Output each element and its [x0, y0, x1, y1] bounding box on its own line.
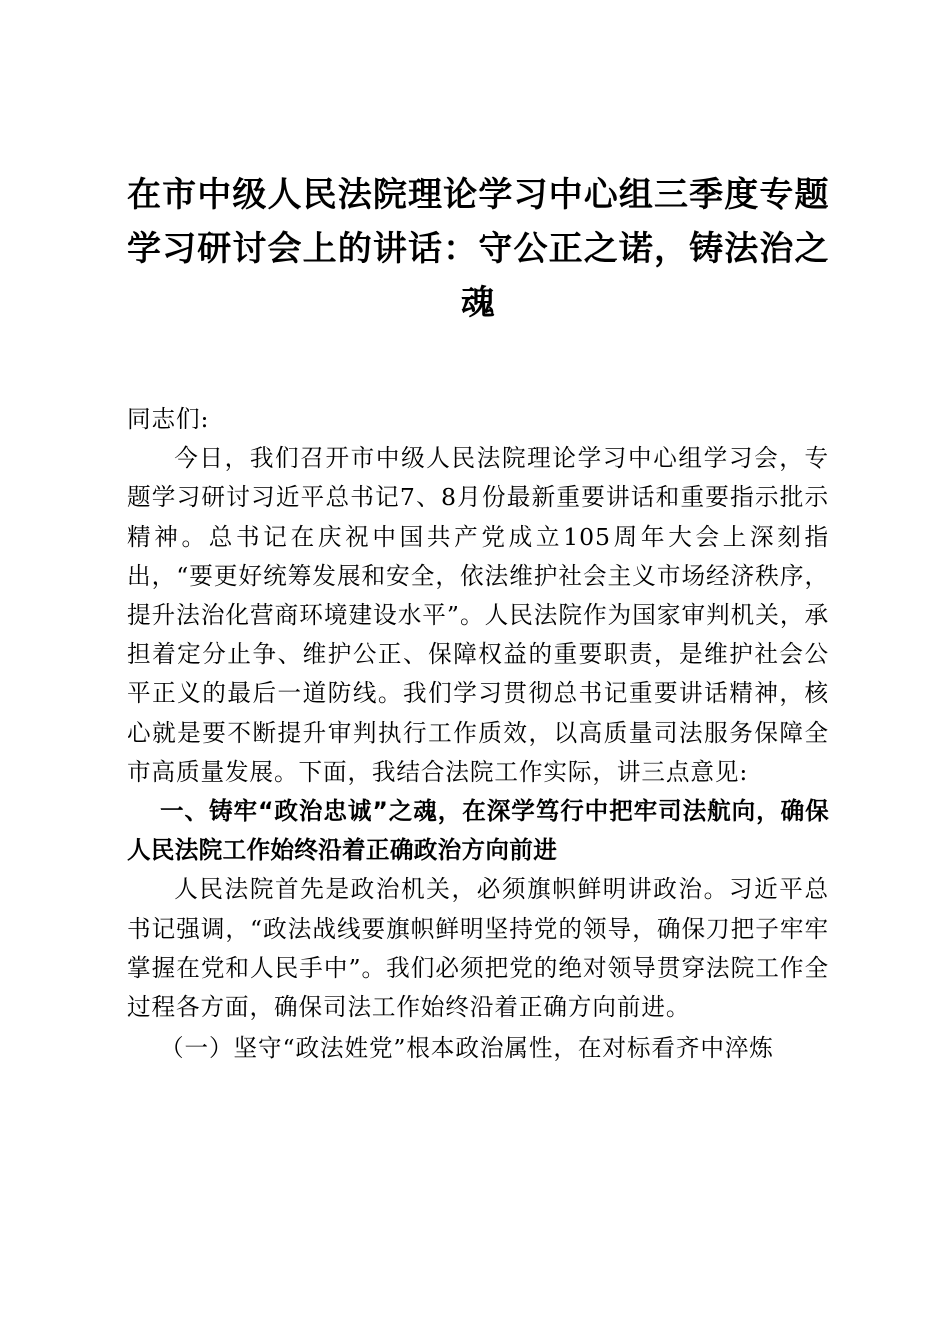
- section-heading: 一、铸牢“政治忠诚”之魂，在深学笃行中把牢司法航向，确保人民法院工作始终沿着正确政治方向前进: [127, 797, 829, 865]
- subsection-heading: （一）坚守“政法姓党”根本政治属性，在对标看齐中淬炼: [160, 1034, 774, 1063]
- salutation: 同志们:: [127, 405, 210, 433]
- document-content: [127, 168, 829, 1068]
- section-paragraph: 人民法院首先是政治机关，必须旗帜鲜明讲政治。习近平总书记强调，“政法战线要旗帜鲜明坚持党的领导，确保刀把子牢牢掌握在党和人民手中”。我们必须把党的绝对领导贯穿法院工作全过程各方面，确保司法工作始终沿着正确方向前进。: [127, 875, 829, 1022]
- intro-paragraph: 今日，我们召开市中级人民法院理论学习中心组学习会，专题学习研讨习近平总书记7、8月份最新重要讲话和重要指示批示精神。总书记在庆祝中国共产党成立105周年大会上深刻指出，“要更好统筹发展和安全，依法维护社会主义市场经济秩序，提升法治化营商环境建设水平”。人民法院作为国家审判机关，承担着定分止争、维护公正、保障权益的重要职责，是维护社会公平正义的最后一道防线。我们学习贯彻总书记重要讲话精神，核心就是要不断提升审判执行工作质效，以高质量司法服务保障全市高质量发展。下面，我结合法院工作实际，讲三点意见:: [127, 444, 829, 786]
- document-title: 在市中级人民法院理论学习中心组三季度专题学习研讨会上的讲话：守公正之诺，铸法治之魂: [127, 175, 829, 323]
